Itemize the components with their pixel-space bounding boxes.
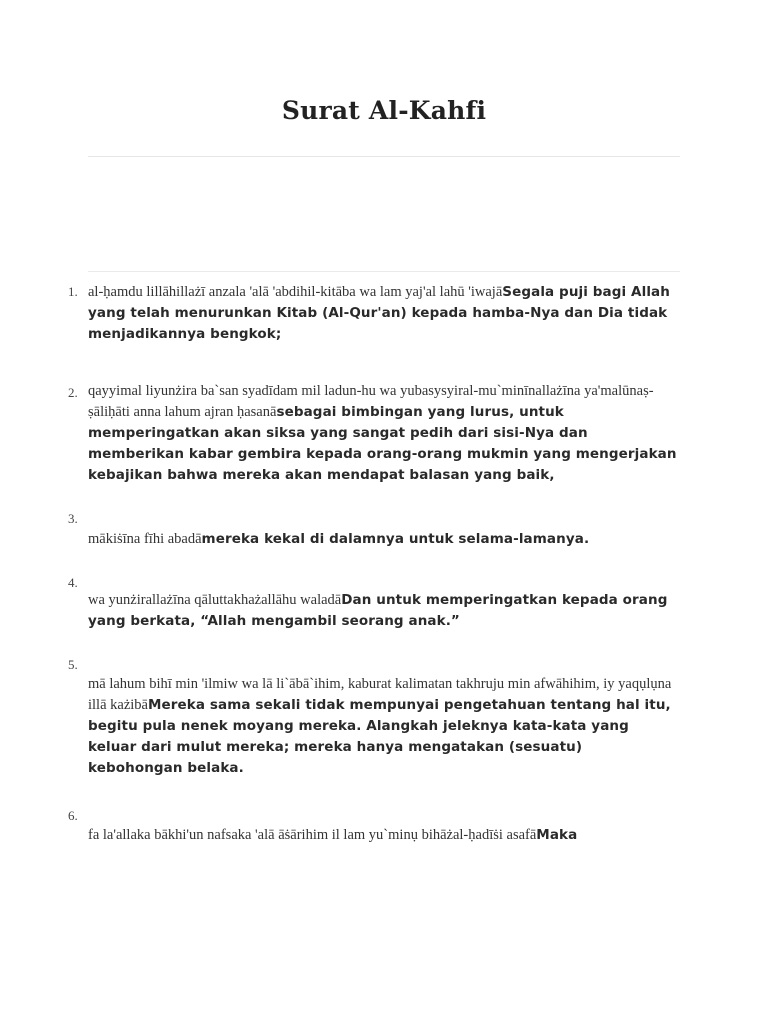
verse-text — [88, 529, 680, 550]
verse-text — [88, 381, 680, 486]
verse-translation: Segala puji bagi Allah yang telah menurunkan Kitab (Al-Qur'an) kepada hamba-Nya dan Dia tidak menjadikannya bengkok; — [88, 284, 670, 342]
verse-translation: Maka — [536, 827, 578, 843]
verse-item — [68, 278, 680, 345]
verse-number: 2. — [68, 385, 78, 400]
verse-translation: sebagai bimbingan yang lurus, untuk memperingatkan akan siksa yang sangat pedih dari sisi-Nya dan memberikan kabar gembira kepada orang-orang mukmin yang mengerjakan kebajikan bahwa mereka akan mendapat balasan yang baik, — [88, 404, 677, 483]
verse-translation: Dan untuk memperingatkan kepada orang yang berkata, “Allah mengambil seorang anak.” — [88, 592, 668, 629]
title-divider — [88, 156, 680, 157]
verse-list — [68, 278, 680, 846]
verse-number: 4. — [68, 575, 78, 590]
verse-number: 3. — [68, 511, 78, 526]
document-page — [68, 0, 680, 858]
verse-number: 1. — [68, 284, 78, 299]
verse-text — [88, 674, 680, 779]
verse-item — [68, 644, 680, 779]
verse-item — [68, 791, 680, 846]
verse-item — [68, 498, 680, 550]
verse-transliteration: al-ḥamdu lillāhillażī anzala 'alā 'abdihil-kitāba wa lam yaj'al lahū 'iwajā — [88, 284, 503, 300]
verse-text — [88, 590, 680, 632]
verse-transliteration: fa la'allaka bākhi'un nafsaka 'alā āṡārihim il lam yu`minụ bihāżal-ḥadīṡi asafā — [88, 827, 537, 843]
verse-text — [88, 825, 680, 846]
verse-item — [68, 357, 680, 486]
verse-item — [68, 562, 680, 632]
verse-number: 5. — [68, 657, 78, 672]
verse-number: 6. — [68, 808, 78, 823]
basmala-line — [88, 213, 680, 272]
verse-transliteration: qayyimal liyunżira ba`san syadīdam mil ladun-hu wa yubasysyiral-mu`minīnallażīna ya'malūnaṣ-ṣāliḥāti anna lahum ajran ḥasanā — [88, 383, 654, 420]
page-title: Surat Al-Kahfi — [281, 96, 487, 125]
verse-translation: mereka kekal di dalamnya untuk selama-lamanya. — [201, 531, 590, 547]
verse-transliteration: mā lahum bihī min 'ilmiw wa lā li`ābā`ihim, kaburat kalimatan takhruju min afwāhihim, iy yaqụlụna illā każibā — [88, 676, 672, 713]
verse-text — [88, 282, 680, 345]
verse-transliteration: mākiṡīna fīhi abadā — [88, 531, 202, 547]
verse-translation: Mereka sama sekali tidak mempunyai pengetahuan tentang hal itu, begitu pula nenek moyang mereka. Alangkah jeleknya kata-kata yang keluar dari mulut mereka; mereka hanya mengatakan (sesuatu) kebohongan belaka. — [88, 697, 671, 776]
verse-transliteration: wa yunżirallażīna qāluttakhażallāhu waladā — [88, 592, 342, 608]
